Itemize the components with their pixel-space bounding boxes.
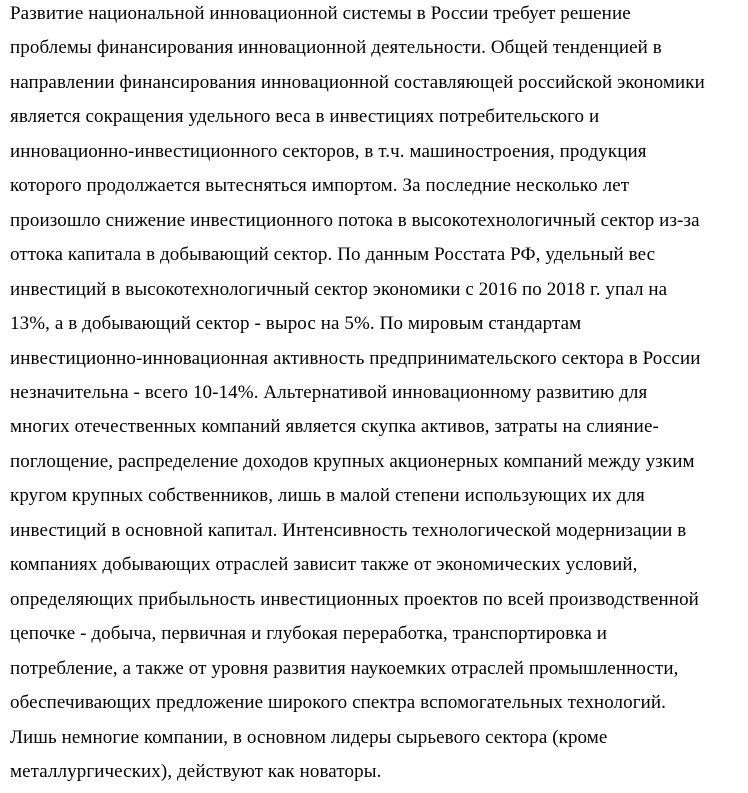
text-line: металлургических), действуют как новаторы. <box>10 760 382 782</box>
text-line: цепочке - добыча, первичная и глубокая переработка, транспортировка и <box>10 623 608 645</box>
text-line: произошло снижение инвестиционного потока в высокотехнологичный сектор из-за <box>10 209 700 231</box>
text-line: многих отечественных компаний является скупка активов, затраты на слияние- <box>10 416 659 438</box>
text-line: инвестиционно-инновационная активность предпринимательского сектора в России <box>10 347 701 369</box>
text-line: Развитие национальной инновационной системы в России требует решение <box>10 3 631 24</box>
text-line: определяющих прибыльность инвестиционных проектов по всей производственной <box>10 588 699 610</box>
text-line: кругом крупных собственников, лишь в малой степени использующих их для <box>10 485 645 507</box>
text-line: поглощение, распределение доходов крупных акционерных компаний между узким <box>10 450 695 472</box>
text-line: потребление, а также от уровня развития наукоемких отраслей промышленности, <box>10 657 679 679</box>
text-line: компаниях добывающих отраслей зависит также от экономических условий, <box>10 554 638 576</box>
text-line: которого продолжается вытесняться импортом. За последние несколько лет <box>10 175 630 197</box>
text-line: оттока капитала в добывающий сектор. По данным Росстата РФ, удельный вес <box>10 244 656 266</box>
text-line: Лишь немногие компании, в основном лидеры сырьевого сектора (кроме <box>10 726 608 748</box>
text-line: инновационно-инвестиционного секторов, в т.ч. машиностроения, продукция <box>10 140 647 162</box>
text-line: направлении финансирования инновационной составляющей российской экономики <box>10 71 705 93</box>
text-line: незначительна - всего 10-14%. Альтернативой инновационному развитию для <box>10 381 648 403</box>
text-line: инвестиций в высокотехнологичный сектор экономики с 2016 по 2018 г. упал на <box>10 278 668 300</box>
text-line: проблемы финансирования инновационной деятельности. Общей тенденцией в <box>10 37 662 59</box>
text-line: инвестиций в основной капитал. Интенсивность технологической модернизации в <box>10 519 687 541</box>
text-line: обеспечивающих предложение широкого спектра вспомогательных технологий. <box>10 692 667 714</box>
text-line: 13%, а в добывающий сектор - вырос на 5%. По мировым стандартам <box>10 313 582 335</box>
text-line: является сокращения удельного веса в инвестициях потребительского и <box>10 106 600 128</box>
